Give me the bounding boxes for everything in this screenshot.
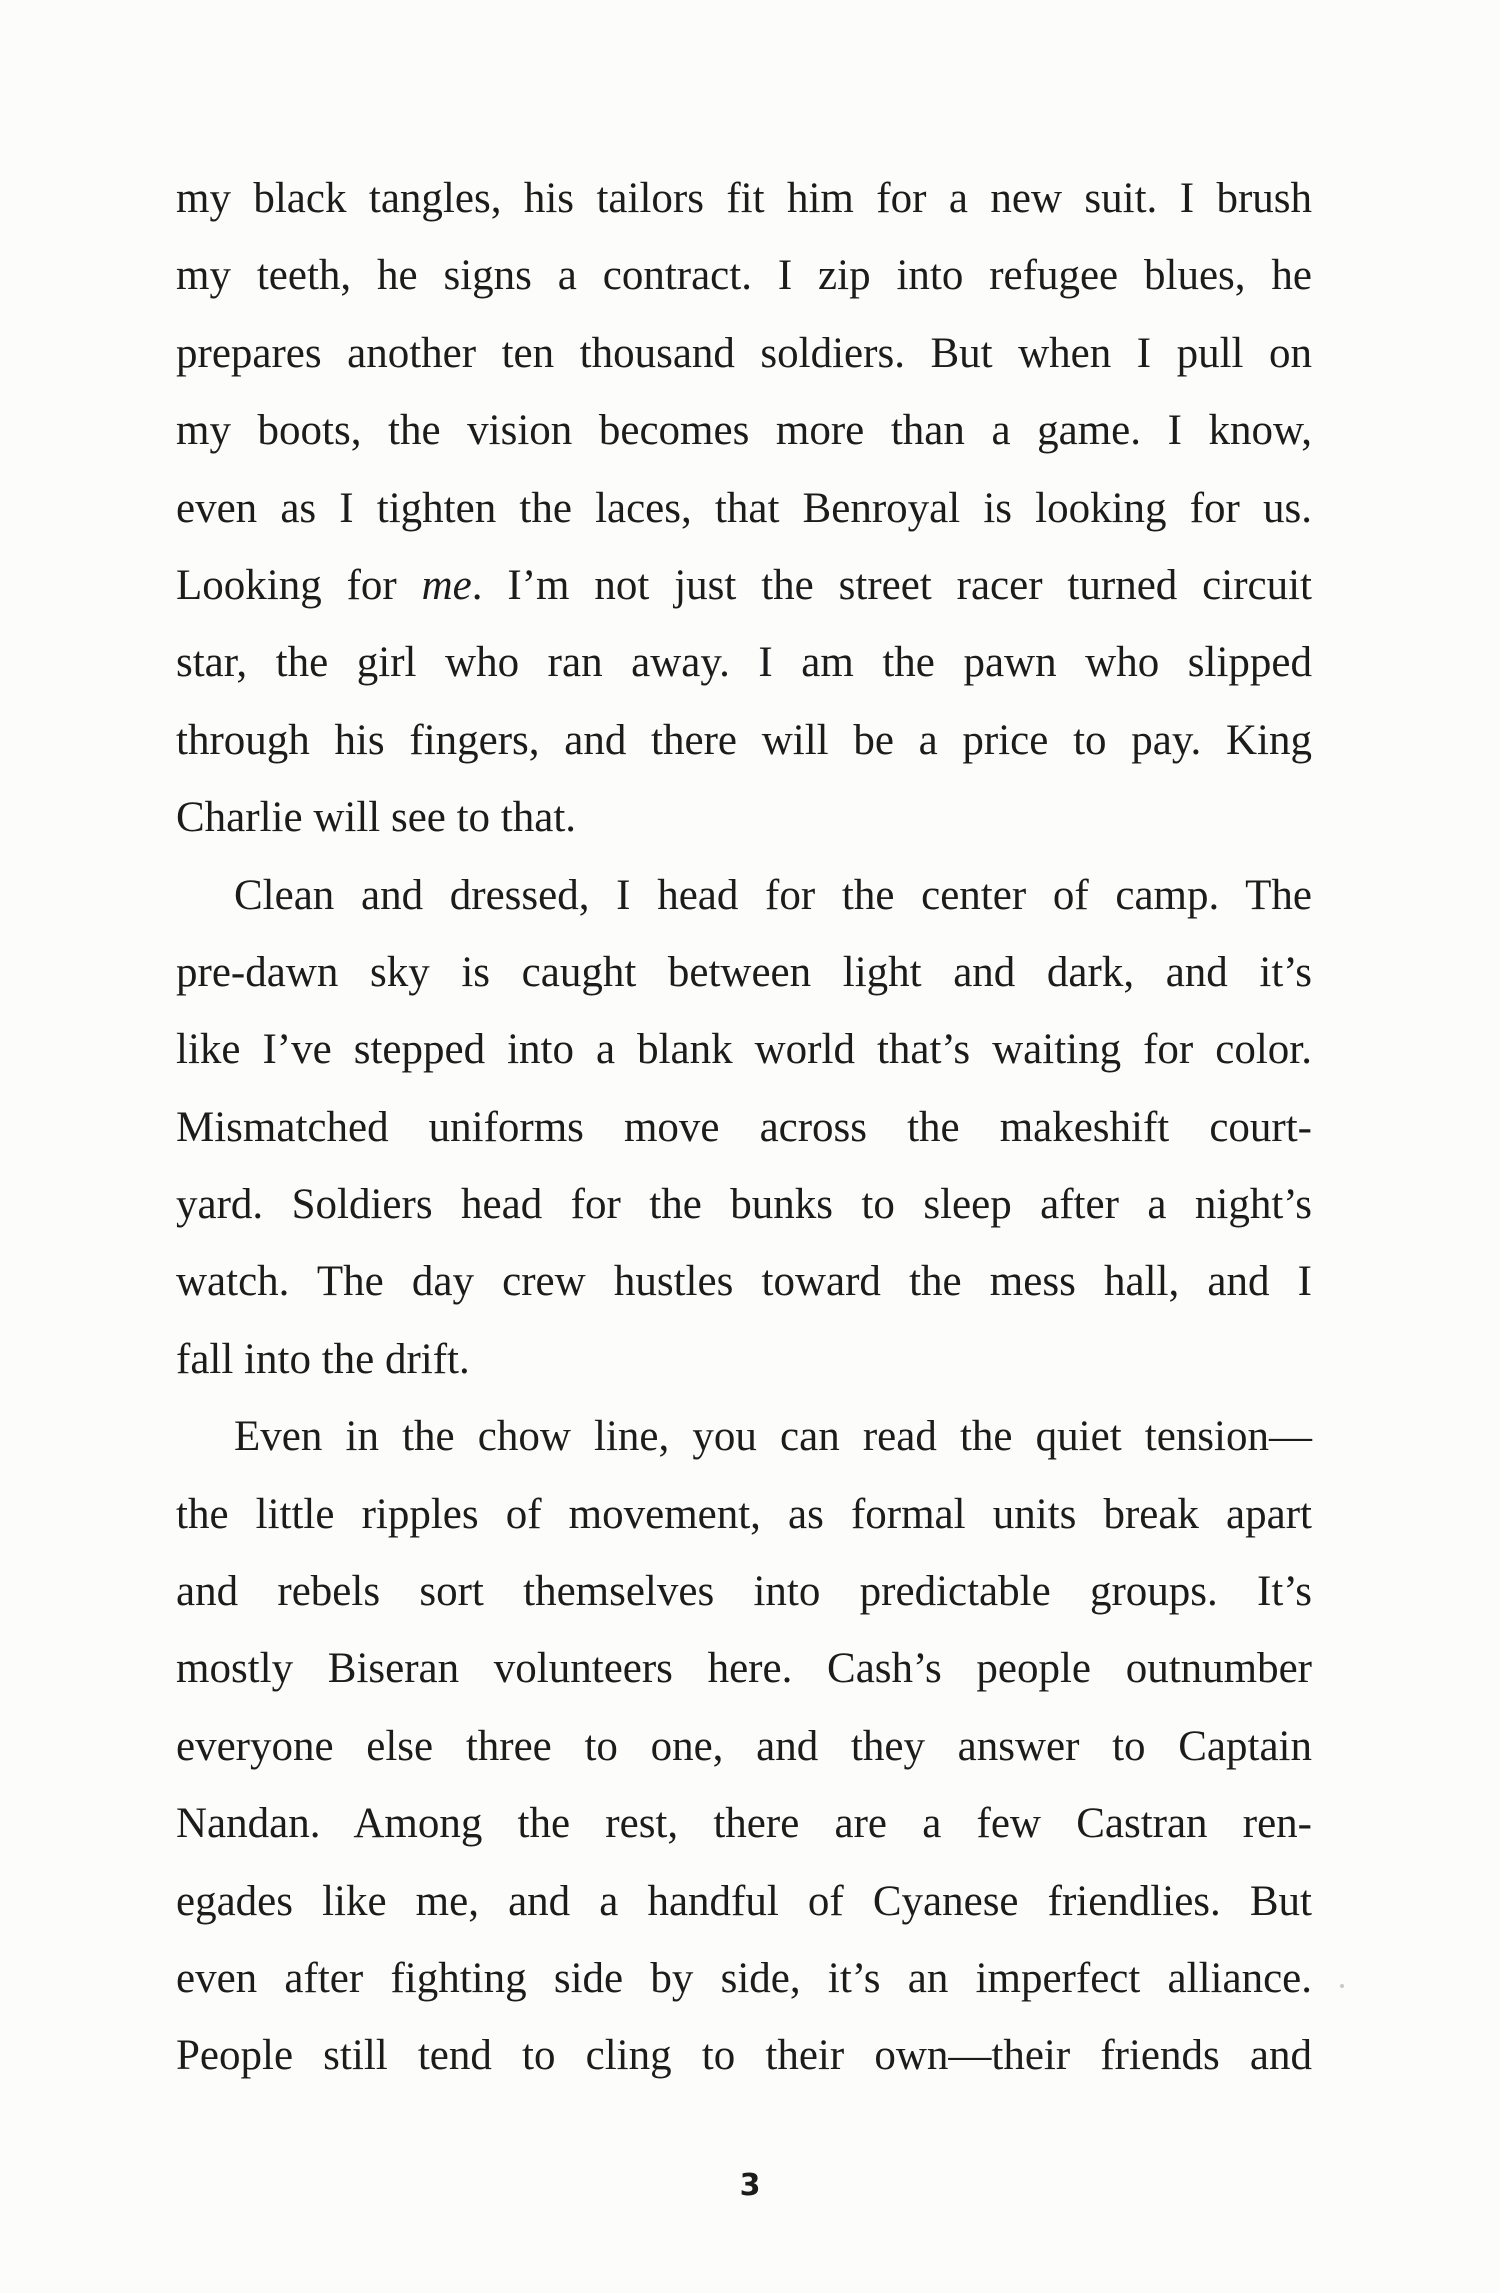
text-line-with-italic bbox=[176, 547, 1312, 624]
text-line: everyone else three to one, and they answer to Captain bbox=[176, 1722, 1312, 1770]
text-line: Mismatched uniforms move across the makeshift court- bbox=[176, 1103, 1312, 1151]
text-line: Nandan. Among the rest, there are a few Castran ren- bbox=[176, 1800, 1312, 1848]
text-line: even after fighting side by side, it’s an imperfect alliance. bbox=[176, 1954, 1312, 2002]
page-number: 3 bbox=[739, 2168, 761, 2203]
text-line: pre-dawn sky is caught between light and dark, and it’s bbox=[176, 948, 1312, 996]
text-line: Clean and dressed, I head for the center of camp. The bbox=[234, 871, 1312, 919]
text-line: like I’ve stepped into a blank world that’s waiting for color. bbox=[176, 1026, 1312, 1074]
text-line: the little ripples of movement, as formal units break apart bbox=[176, 1490, 1312, 1538]
text-line: my black tangles, his tailors fit him for a new suit. I brush bbox=[176, 175, 1312, 222]
text-run: . I’m not just the street racer turned circuit bbox=[471, 561, 1312, 609]
paragraph-1 bbox=[176, 160, 1312, 857]
text-line: mostly Biseran volunteers here. Cash’s people outnumber bbox=[176, 1645, 1312, 1693]
paragraph-3 bbox=[176, 1398, 1312, 2095]
paragraph-2 bbox=[176, 857, 1312, 1399]
text-line: People still tend to cling to their own—their friends and bbox=[176, 2032, 1312, 2080]
text-line: prepares another ten thousand soldiers. But when I pull on bbox=[176, 329, 1312, 377]
text-line: Charlie will see to that. bbox=[176, 794, 577, 842]
text-line: star, the girl who ran away. I am the pawn who slipped bbox=[176, 639, 1312, 687]
text-line: egades like me, and a handful of Cyanese friendlies. But bbox=[176, 1877, 1312, 1925]
italic-word: me bbox=[421, 561, 472, 609]
text-line: even as I tighten the laces, that Benroyal is looking for us. bbox=[176, 484, 1312, 532]
text-line: watch. The day crew hustles toward the mess hall, and I bbox=[176, 1258, 1312, 1306]
text-line: my teeth, he signs a contract. I zip into refugee blues, he bbox=[176, 252, 1312, 300]
text-run: Looking for bbox=[176, 561, 422, 609]
text-line: Even in the chow line, you can read the quiet tension— bbox=[234, 1413, 1312, 1461]
text-line: fall into the drift. bbox=[176, 1335, 470, 1383]
text-line: yard. Soldiers head for the bunks to sleep after a night’s bbox=[176, 1181, 1312, 1229]
scan-speck bbox=[1340, 1984, 1344, 1988]
text-line: and rebels sort themselves into predictable groups. It’s bbox=[176, 1568, 1312, 1616]
text-line: my boots, the vision becomes more than a game. I know, bbox=[176, 407, 1312, 455]
text-line: through his fingers, and there will be a price to pay. King bbox=[176, 716, 1312, 764]
page-body bbox=[176, 160, 1312, 2095]
